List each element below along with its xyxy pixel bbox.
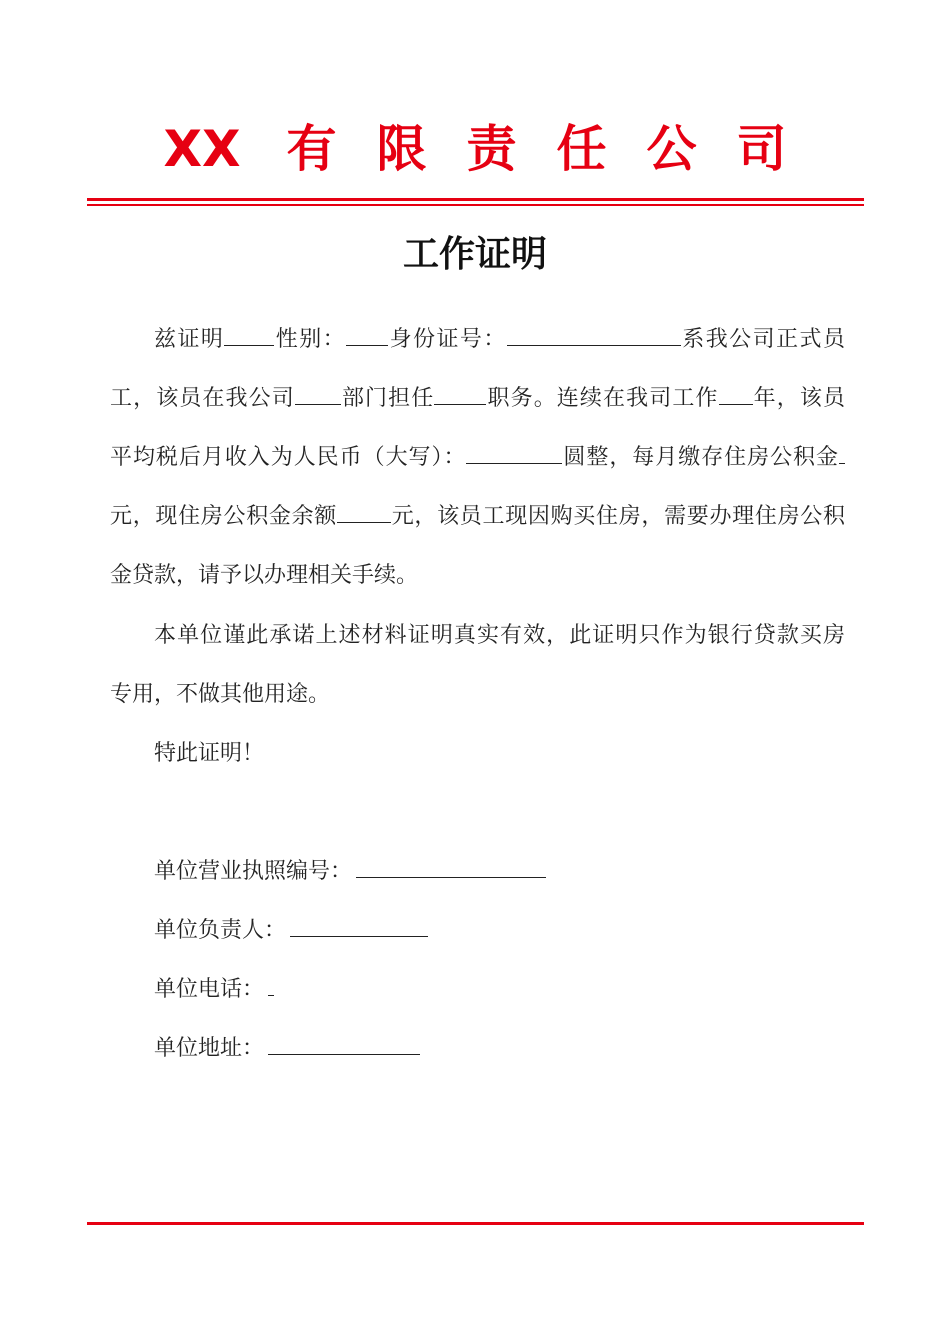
company-char: 司 — [736, 120, 787, 178]
license-label: 单位营业执照编号： — [154, 859, 353, 884]
text: 职务。连续在我司工作 — [486, 386, 719, 411]
fund-deposit-blank — [839, 441, 845, 464]
license-number-field — [154, 857, 546, 887]
body-line: 专用，不做其他用途。 — [110, 682, 331, 707]
text: 元，现住房公积金余额 — [110, 504, 337, 529]
address-label: 单位地址： — [154, 1036, 265, 1061]
text: 年，该员 — [752, 386, 845, 411]
closing-paragraph — [110, 724, 845, 783]
text: 性别： — [274, 327, 347, 352]
text: 身份证号： — [388, 327, 507, 352]
years-blank — [719, 382, 753, 405]
company-char: XX — [163, 120, 241, 178]
fund-balance-blank — [337, 500, 391, 523]
body-line — [110, 369, 845, 428]
department-blank — [295, 382, 341, 405]
address-blank[interactable] — [268, 1036, 420, 1055]
manager-blank[interactable] — [290, 918, 428, 937]
text: 平均税后月收入为人民币（大写）： — [110, 445, 467, 470]
text: 系我公司正式员 — [680, 327, 845, 352]
body-paragraph-1 — [110, 310, 845, 605]
document-title: 工作证明 — [402, 234, 547, 275]
position-blank — [434, 382, 486, 405]
body-paragraph-2 — [110, 606, 845, 724]
text: 兹证明 — [154, 327, 225, 352]
phone-label: 单位电话： — [154, 977, 265, 1002]
company-char: 限 — [376, 120, 427, 178]
body-line — [110, 487, 845, 546]
company-char: 责 — [466, 120, 517, 178]
body-line — [110, 310, 845, 369]
text: 工，该员在我公司 — [110, 386, 295, 411]
footer-divider — [87, 1222, 864, 1225]
text: 圆整，每月缴存住房公积金 — [562, 445, 839, 470]
income-blank — [466, 441, 562, 464]
text: 元，该员工现因购买住房，需要办理住房公积 — [391, 504, 845, 529]
company-name — [0, 118, 950, 180]
company-char: 公 — [646, 120, 697, 178]
address-field — [154, 1034, 420, 1064]
license-blank[interactable] — [356, 859, 546, 878]
body-line: 金贷款，请予以办理相关手续。 — [110, 563, 419, 588]
id-number-blank — [507, 323, 681, 346]
phone-field — [154, 975, 274, 1005]
company-char: 有 — [286, 120, 337, 178]
manager-label: 单位负责人： — [154, 918, 287, 943]
header-divider-thin — [87, 204, 864, 206]
name-blank — [224, 323, 274, 346]
phone-blank[interactable] — [268, 977, 274, 996]
closing-text: 特此证明！ — [154, 741, 265, 766]
body-line: 本单位谨此承诺上述材料证明真实有效，此证明只作为银行贷款买房 — [154, 623, 845, 648]
company-char: 任 — [556, 120, 607, 178]
manager-field — [154, 916, 428, 946]
gender-blank — [346, 323, 388, 346]
body-line — [110, 428, 845, 487]
header-divider — [87, 198, 864, 201]
text: 部门担任 — [340, 386, 435, 411]
